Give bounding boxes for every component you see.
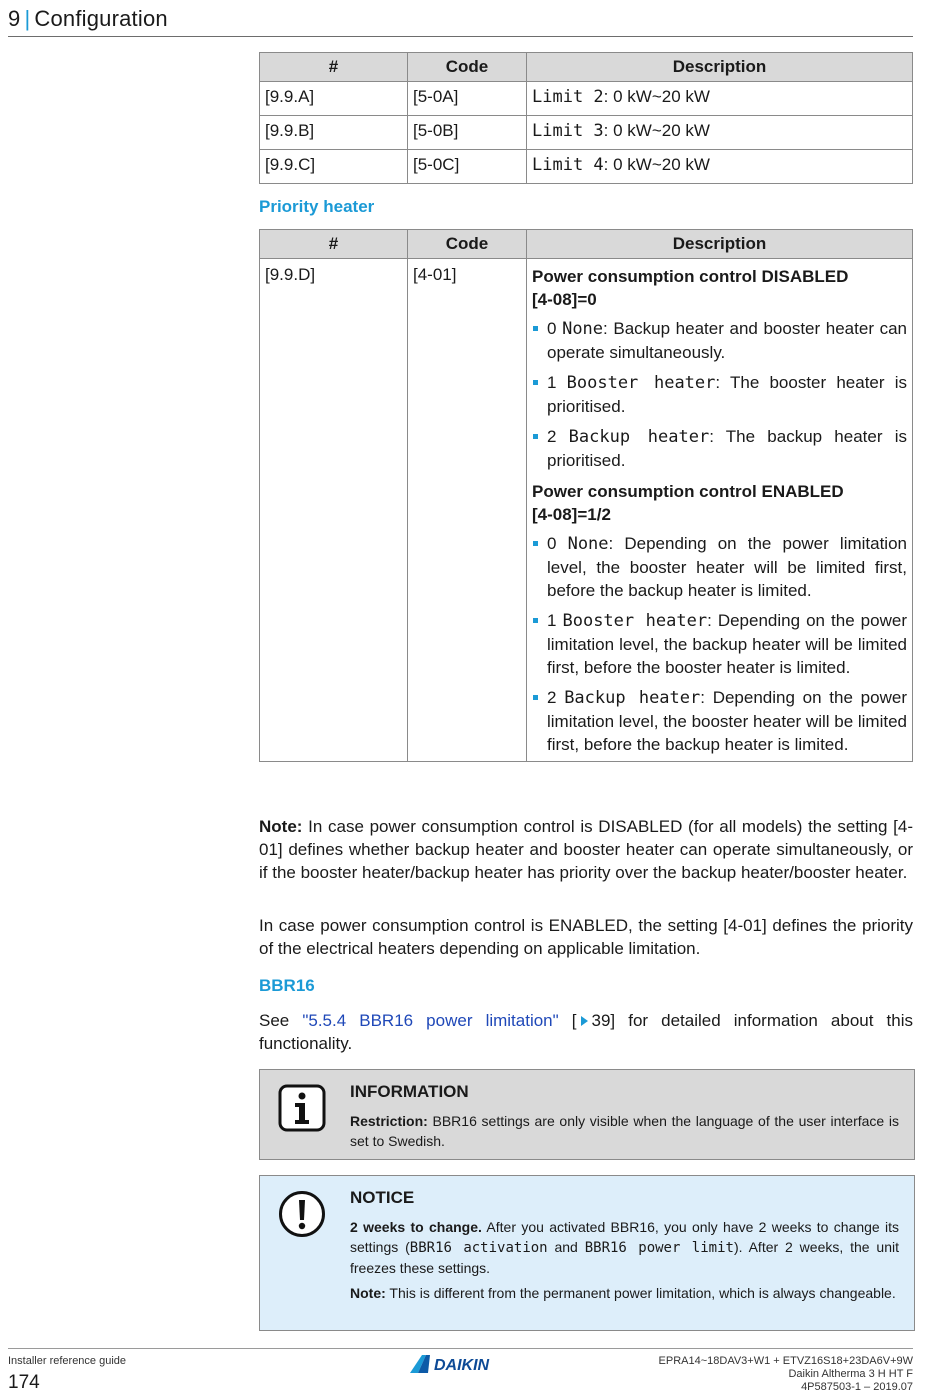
- note-paragraph: [259, 815, 913, 884]
- priority-heater-table: [259, 229, 913, 762]
- col-header-num: #: [260, 230, 408, 259]
- cell-description: [527, 116, 913, 150]
- cell-num: [9.9.C]: [260, 150, 408, 184]
- setting-name: Limit 4: [532, 155, 604, 175]
- enabled-paragraph: In case power consumption control is ENABLED, the setting [4-01] defines the priority of the electrical heaters depending on applicable limitation.: [259, 916, 913, 958]
- information-title: INFORMATION: [350, 1082, 469, 1101]
- header-divider: [8, 36, 913, 37]
- cell-num: [9.9.B]: [260, 116, 408, 150]
- cell-code: [5-0B]: [408, 116, 527, 150]
- list-item: 0 None: Depending on the power limitation level, the booster heater will be limited first, before the backup heater is limited.: [532, 532, 907, 602]
- cell-code: [5-0C]: [408, 150, 527, 184]
- disabled-options-list: [532, 317, 907, 472]
- limits-table-wrapper: [259, 52, 913, 184]
- enabled-options-list: [532, 532, 907, 756]
- setting-name: Limit 3: [532, 121, 604, 141]
- information-box: [259, 1069, 915, 1160]
- page-number: 174: [8, 1372, 40, 1393]
- table-row: [260, 150, 913, 184]
- setting-range: : 0 kW~20 kW: [603, 155, 710, 174]
- info-icon: [278, 1084, 326, 1132]
- col-header-description: Description: [527, 53, 913, 82]
- limits-table: [259, 52, 913, 184]
- cell-code: [5-0A]: [408, 82, 527, 116]
- disabled-condition: [4-08]=0: [532, 290, 597, 309]
- enabled-condition: [4-08]=1/2: [532, 505, 611, 524]
- table-row: [260, 116, 913, 150]
- note-text: In case power consumption control is DISABLED (for all models) the setting [4-01] defines whether backup heater and booster heater can operate simultaneously, or if the booster heater/backup heater has priority over the backup heater/booster heater.: [259, 817, 913, 882]
- header-separator: |: [24, 6, 31, 31]
- col-header-code: Code: [408, 53, 527, 82]
- chapter-number: 9: [8, 6, 21, 31]
- disabled-heading: Power consumption control DISABLED: [532, 267, 849, 286]
- daikin-logo: [410, 1353, 512, 1375]
- priority-table-wrapper: [259, 229, 913, 762]
- guide-label: Installer reference guide: [8, 1355, 127, 1367]
- bbr16-paragraph: See "5.5.4 BBR16 power limitation" [ 39] for detailed information about this functionality.: [259, 1011, 913, 1053]
- footer-divider: [8, 1348, 913, 1349]
- bbr16-link[interactable]: "5.5.4 BBR16 power limitation": [302, 1011, 559, 1030]
- cell-num: [9.9.D]: [260, 259, 408, 762]
- note-label: Note:: [259, 817, 303, 836]
- col-header-code: Code: [408, 230, 527, 259]
- list-item: 2 Backup heater: Depending on the power limitation level, the booster heater will be limited first, before the backup heater is limited.: [532, 686, 907, 756]
- list-item: 2 Backup heater: The backup heater is prioritised.: [532, 425, 907, 472]
- table-row: [260, 259, 913, 762]
- enabled-heading: Power consumption control ENABLED: [532, 482, 844, 501]
- logo-text: DAIKIN: [434, 1357, 490, 1374]
- setting-name: Limit 2: [532, 87, 604, 107]
- notice-title: NOTICE: [350, 1188, 415, 1207]
- cell-code: [4-01]: [408, 259, 527, 762]
- page-title: Configuration: [34, 6, 168, 31]
- warning-icon: [278, 1190, 326, 1238]
- notice-paragraph-2: Note: This is different from the permanent power limitation, which is always changeable.: [350, 1285, 896, 1301]
- notice-paragraph-1: 2 weeks to change. After you activated BBR16, you only have 2 weeks to change its settings (BBR16 activation and BBR16 power limit). After 2 weeks, the unit freezes these settings.: [350, 1219, 900, 1276]
- page-header: [8, 6, 168, 32]
- footer-model: EPRA14~18DAV3+W1 + ETVZ16S18+23DA6V+9W: [658, 1355, 913, 1367]
- list-item: 1 Booster heater: Depending on the power limitation level, the backup heater will be limited first, before the booster heater is limited.: [532, 609, 907, 679]
- col-header-num: #: [260, 53, 408, 82]
- cell-description: [527, 82, 913, 116]
- footer-doc-id: 4P587503-1 – 2019.07: [801, 1381, 913, 1393]
- setting-range: : 0 kW~20 kW: [603, 121, 710, 140]
- col-header-description: Description: [527, 230, 913, 259]
- notice-box: [259, 1175, 915, 1331]
- footer-product-info: [659, 1355, 913, 1394]
- priority-heater-title: Priority heater: [259, 197, 375, 216]
- information-text: Restriction: BBR16 settings are only visible when the language of the user interface is set to Swedish.: [350, 1113, 899, 1149]
- table-header-row: [260, 230, 913, 259]
- footer-product: Daikin Altherma 3 H HT F: [788, 1368, 913, 1380]
- table-header-row: [260, 53, 913, 82]
- page-ref[interactable]: 39]: [591, 1011, 616, 1030]
- bbr16-title: BBR16: [259, 976, 315, 995]
- cell-description: [527, 150, 913, 184]
- cell-description: [527, 259, 913, 762]
- list-item: 1 Booster heater: The booster heater is prioritised.: [532, 371, 907, 418]
- setting-range: : 0 kW~20 kW: [603, 87, 710, 106]
- list-item: 0 None: Backup heater and booster heater can operate simultaneously.: [532, 317, 907, 364]
- page-ref-arrow-icon: [581, 1016, 588, 1026]
- cell-num: [9.9.A]: [260, 82, 408, 116]
- table-row: [260, 82, 913, 116]
